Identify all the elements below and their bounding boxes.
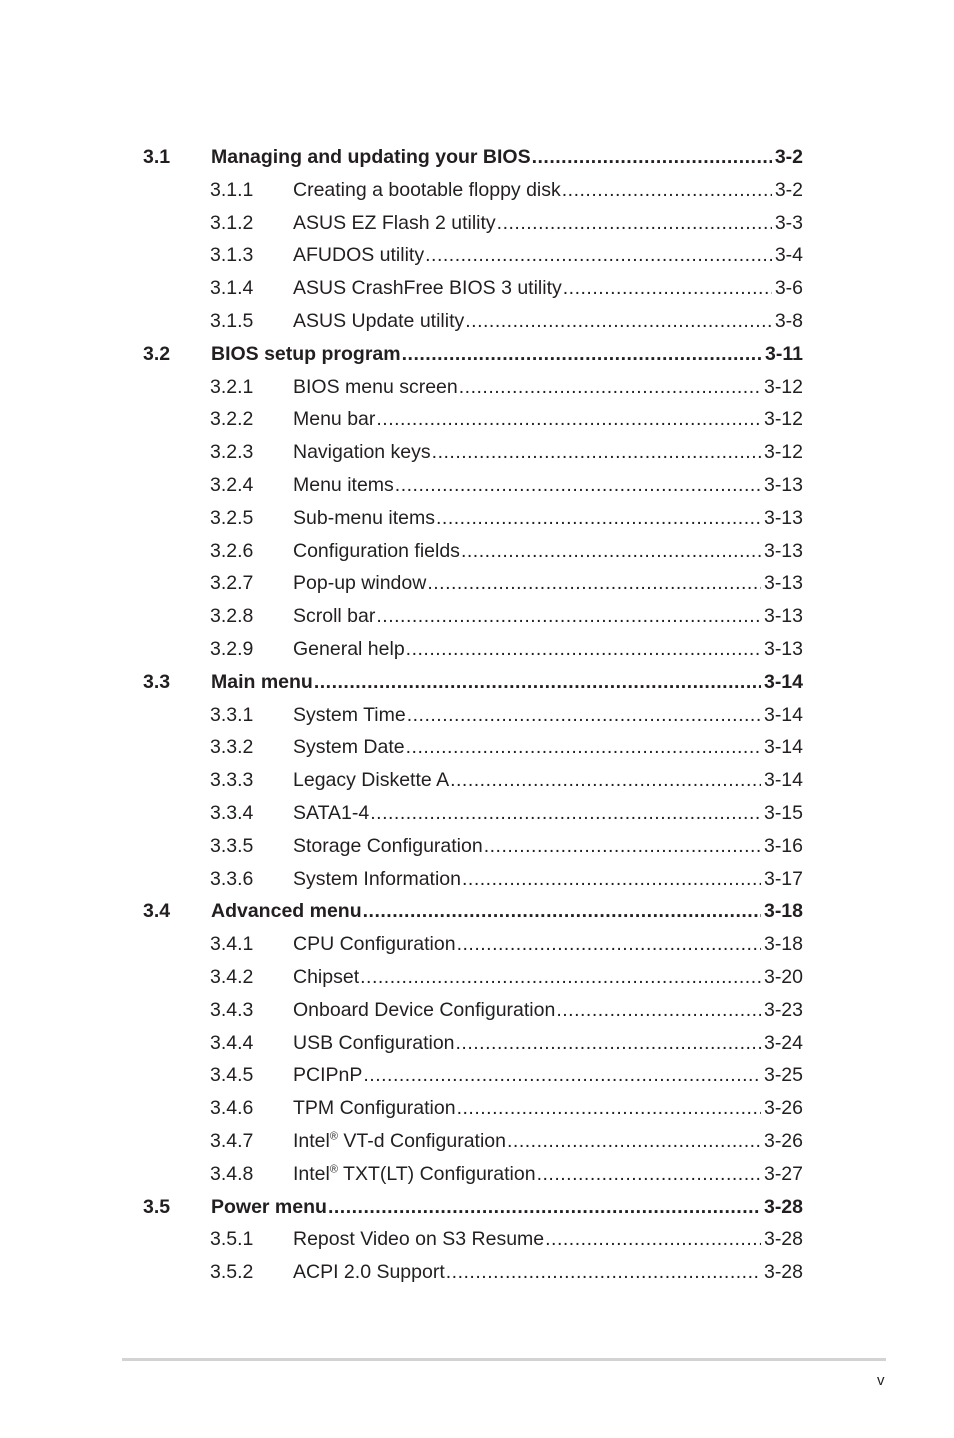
dot-leader: [360, 962, 761, 992]
toc-number: 3.5.2: [210, 1261, 254, 1284]
toc-title-text: BIOS menu screen: [293, 375, 458, 398]
toc-title: [293, 175, 561, 205]
toc-subsection: [0, 1257, 954, 1287]
dot-leader: [562, 175, 772, 205]
toc-subsection: [0, 798, 954, 828]
toc-number: 3.2.1: [210, 375, 254, 398]
dot-leader: [363, 896, 761, 926]
toc-subsection: [0, 240, 954, 270]
toc-number: 3.2.5: [210, 506, 254, 529]
toc-subsection: [0, 175, 954, 205]
toc-title: [293, 1093, 456, 1123]
toc-title-text: Legacy Diskette A: [293, 769, 450, 792]
toc-number: 3.4: [143, 900, 171, 923]
toc-page-number: 3-3: [774, 211, 803, 234]
dot-leader: [376, 404, 761, 434]
toc-title-text: Intel: [293, 1130, 330, 1152]
toc-entry: [293, 831, 803, 861]
toc-subsection: [0, 831, 954, 861]
toc-title-text: Power menu: [211, 1195, 327, 1218]
toc-entry: [293, 568, 803, 598]
toc-title: [293, 1224, 544, 1254]
dot-leader: [465, 306, 772, 336]
toc-title: [293, 798, 369, 828]
toc-page-number: 3-28: [763, 1195, 803, 1218]
toc-page-number: 3-26: [763, 1097, 803, 1120]
toc-entry: [293, 273, 803, 303]
toc-entry: [211, 896, 803, 926]
dot-leader: [406, 732, 761, 762]
toc-title: [293, 240, 424, 270]
dot-leader: [328, 1192, 761, 1222]
toc-title: [293, 470, 394, 500]
toc-page-number: 3-13: [763, 474, 803, 496]
registered-mark: ®: [329, 1130, 338, 1143]
toc-subsection: [0, 995, 954, 1025]
toc-page-number: 3-14: [763, 703, 803, 726]
toc-title-text: Chipset: [293, 966, 360, 988]
toc-entry: [293, 437, 803, 467]
toc-number: 3.4.8: [210, 1162, 254, 1185]
toc-title: [211, 339, 401, 369]
toc-subsection: [0, 634, 954, 664]
toc-title-text: Intel: [293, 1162, 330, 1185]
toc-title-text: TPM Configuration: [293, 1097, 456, 1120]
toc-entry: [293, 1093, 803, 1123]
toc-entry: [293, 601, 803, 631]
toc-title: [293, 601, 375, 631]
toc-number: 3.2.8: [210, 605, 254, 628]
toc-entry: [293, 503, 803, 533]
toc-subsection: [0, 1159, 954, 1189]
toc-page-number: 3-25: [763, 1064, 803, 1087]
dot-leader: [446, 1257, 761, 1287]
toc-page-number: 3-13: [763, 605, 803, 628]
toc-number: 3.1.5: [210, 310, 254, 332]
toc-number: 3.2.7: [210, 572, 254, 595]
toc-section: [0, 1192, 954, 1222]
toc-subsection: [0, 306, 954, 336]
toc-title: [293, 437, 431, 467]
toc-entry: [293, 1060, 803, 1090]
toc-title: [293, 306, 464, 336]
toc-number: 3.4.6: [210, 1097, 254, 1120]
toc-page-number: 3-17: [763, 867, 803, 890]
toc-page-number: 3-15: [763, 802, 803, 824]
dot-leader: [532, 142, 772, 172]
toc-title: [293, 765, 449, 795]
toc-entry: [293, 208, 803, 238]
toc-page-number: 3-14: [763, 670, 803, 693]
toc-subsection: [0, 1028, 954, 1058]
dot-leader: [461, 536, 761, 566]
toc-entry: [293, 1159, 803, 1189]
dot-leader: [456, 1028, 761, 1058]
toc-entry: [293, 732, 803, 762]
toc-entry: [293, 634, 803, 664]
toc-subsection: [0, 1060, 954, 1090]
toc-entry: [293, 306, 803, 336]
toc-subsection: [0, 929, 954, 959]
dot-leader: [563, 273, 772, 303]
toc-title: [293, 503, 435, 533]
toc-number: 3.3.5: [210, 834, 254, 857]
toc-title: [293, 831, 483, 861]
toc-number: 3.4.5: [210, 1064, 254, 1087]
dot-leader: [363, 1060, 761, 1090]
toc-title: [293, 732, 405, 762]
toc-number: 3.3.6: [210, 867, 254, 890]
toc-title: [293, 273, 562, 303]
dot-leader: [450, 765, 761, 795]
toc-page-number: 3-11: [765, 342, 803, 365]
toc-subsection: [0, 1093, 954, 1123]
toc-page-number: 3-13: [763, 572, 803, 595]
toc-page-number: 3-18: [763, 900, 803, 923]
dot-leader: [425, 240, 772, 270]
toc-number: 3.2.4: [210, 474, 254, 496]
toc-title-text: Menu items: [293, 474, 394, 496]
toc-title-text: Advanced menu: [211, 900, 362, 923]
toc-page-number: 3-16: [763, 834, 803, 857]
toc-title-text: Scroll bar: [293, 605, 376, 628]
toc-number: 3.3.2: [210, 736, 254, 759]
toc-number: 3.4.2: [210, 966, 254, 988]
toc-number: 3.3: [143, 670, 171, 693]
toc-page-number: 3-20: [763, 966, 803, 988]
registered-mark: ®: [329, 1163, 338, 1176]
toc-title: [293, 1028, 455, 1058]
toc-title-text: ASUS CrashFree BIOS 3 utility: [293, 277, 562, 300]
toc-title-text: Menu bar: [293, 408, 376, 431]
dot-leader: [376, 601, 761, 631]
dot-leader: [537, 1159, 761, 1189]
toc-section: [0, 142, 954, 172]
toc-title-text: AFUDOS utility: [293, 244, 425, 267]
toc-number: 3.1: [143, 146, 171, 168]
toc-subsection: [0, 470, 954, 500]
toc-subsection: [0, 700, 954, 730]
toc-title: [293, 404, 375, 434]
toc-subsection: [0, 864, 954, 894]
toc-subsection: [0, 404, 954, 434]
toc-section: [0, 896, 954, 926]
toc-entry: [293, 700, 803, 730]
toc-number: 3.3.3: [210, 769, 254, 792]
toc-title: [293, 962, 359, 992]
dot-leader: [507, 1126, 761, 1156]
toc-title: [293, 700, 406, 730]
toc-entry: [293, 240, 803, 270]
toc-title-text: Pop-up window: [293, 572, 427, 595]
toc-title-text: USB Configuration: [293, 1031, 455, 1054]
toc-entry: [211, 1192, 803, 1222]
toc-page-number: 3-12: [763, 375, 803, 398]
toc-number: 3.4.7: [210, 1130, 254, 1152]
toc-number: 3.1.2: [210, 211, 254, 234]
toc-entry: [293, 1224, 803, 1254]
toc-subsection: [0, 601, 954, 631]
toc-page-number: 3-13: [763, 539, 803, 562]
toc-title-text: Navigation keys: [293, 441, 431, 464]
toc-title-text: General help: [293, 638, 405, 660]
toc-entry: [293, 1126, 803, 1156]
toc-page-number: 3-26: [763, 1130, 803, 1152]
dot-leader: [459, 372, 761, 402]
toc-title-text: System Time: [293, 703, 406, 726]
toc-title: [211, 667, 313, 697]
toc-subsection: [0, 568, 954, 598]
toc-entry: [293, 864, 803, 894]
toc-number: 3.5: [143, 1195, 171, 1218]
toc-entry: [293, 929, 803, 959]
toc-page-number: 3-8: [774, 310, 803, 332]
toc-page-number: 3-14: [763, 769, 803, 792]
toc-entry: [293, 765, 803, 795]
toc-subsection: [0, 765, 954, 795]
toc-title: [293, 372, 458, 402]
toc-title-text: Main menu: [211, 670, 313, 693]
toc-subsection: [0, 1224, 954, 1254]
toc-number: 3.5.1: [210, 1228, 254, 1251]
toc-title-text: ASUS Update utility: [293, 310, 465, 332]
toc-section: [0, 667, 954, 697]
toc-title: [293, 1159, 536, 1189]
toc-number: 3.2.2: [210, 408, 254, 431]
toc-entry: [293, 536, 803, 566]
toc-title: [293, 1126, 506, 1156]
toc-title: [293, 929, 456, 959]
toc-title: [293, 634, 405, 664]
toc-subsection: [0, 732, 954, 762]
toc-number: 3.1.1: [210, 178, 254, 201]
toc-title-text: Storage Configuration: [293, 834, 483, 857]
toc-number: 3.1.3: [210, 244, 254, 267]
toc-title-rest: TXT(LT) Configuration: [337, 1162, 536, 1185]
toc-title-text: BIOS setup program: [211, 342, 401, 365]
toc-page-number: 3-4: [774, 244, 803, 267]
dot-leader: [406, 634, 761, 664]
toc-title: [293, 995, 555, 1025]
dot-leader: [436, 503, 761, 533]
toc-title-text: System Information: [293, 867, 461, 890]
toc-entry: [293, 404, 803, 434]
toc-title-text: ACPI 2.0 Support: [293, 1261, 445, 1284]
toc-entry: [211, 142, 803, 172]
dot-leader: [402, 339, 762, 369]
toc-page-number: 3-28: [763, 1261, 803, 1284]
dot-leader: [427, 568, 761, 598]
toc-title-text: SATA1-4: [293, 802, 370, 824]
dot-leader: [497, 208, 772, 238]
dot-leader: [314, 667, 761, 697]
toc-number: 3.4.1: [210, 933, 254, 956]
toc-page-number: 3-12: [763, 408, 803, 431]
toc-title: [293, 1060, 362, 1090]
dot-leader: [432, 437, 761, 467]
toc-title: [293, 568, 426, 598]
toc-subsection: [0, 536, 954, 566]
toc-page-number: 3-14: [763, 736, 803, 759]
toc-subsection: [0, 372, 954, 402]
dot-leader: [545, 1224, 761, 1254]
toc-number: 3.4.4: [210, 1031, 254, 1054]
toc-section: [0, 339, 954, 369]
toc-title-text: Sub-menu items: [293, 506, 435, 529]
toc-entry: [211, 667, 803, 697]
toc-title: [293, 536, 460, 566]
toc-title: [293, 1257, 445, 1287]
toc-title: [293, 208, 496, 238]
toc-page-number: 3-18: [763, 933, 803, 956]
toc-number: 3.2: [143, 342, 171, 365]
toc-page-number: 3-27: [763, 1162, 803, 1185]
dot-leader: [556, 995, 761, 1025]
toc-subsection: [0, 503, 954, 533]
toc-page-number: 3-23: [763, 998, 803, 1021]
toc-subsection: [0, 208, 954, 238]
page-number: v: [877, 1372, 885, 1389]
toc-title-rest: VT-d Configuration: [337, 1130, 506, 1152]
dot-leader: [395, 470, 761, 500]
toc-entry: [293, 1028, 803, 1058]
toc-title-text: Repost Video on S3 Resume: [293, 1228, 545, 1251]
toc-entry: [293, 962, 803, 992]
toc-entry: [293, 175, 803, 205]
toc-number: 3.3.1: [210, 703, 254, 726]
toc-title-text: Managing and updating your BIOS: [211, 146, 531, 168]
dot-leader: [462, 864, 761, 894]
toc-subsection: [0, 437, 954, 467]
dot-leader: [457, 1093, 761, 1123]
toc-number: 3.2.9: [210, 638, 254, 660]
toc-entry: [293, 372, 803, 402]
toc-page-number: 3-28: [763, 1228, 803, 1251]
toc-title-text: CPU Configuration: [293, 933, 456, 956]
toc-subsection: [0, 962, 954, 992]
toc-title: [211, 1192, 327, 1222]
toc-page-number: 3-13: [763, 638, 803, 660]
dot-leader: [484, 831, 761, 861]
toc-title: [211, 896, 362, 926]
toc-title: [293, 864, 461, 894]
toc-entry: [293, 995, 803, 1025]
toc-page-number: 3-24: [763, 1031, 803, 1054]
toc-number: 3.2.6: [210, 539, 254, 562]
toc-number: 3.4.3: [210, 998, 254, 1021]
toc-title-text: System Date: [293, 736, 405, 759]
toc-entry: [293, 798, 803, 828]
toc-subsection: [0, 273, 954, 303]
toc-title-text: Onboard Device Configuration: [293, 998, 556, 1021]
toc-title-text: Creating a bootable floppy disk: [293, 178, 561, 201]
toc-page-number: 3-2: [774, 146, 803, 168]
toc-entry: [211, 339, 803, 369]
toc-number: 3.2.3: [210, 441, 254, 464]
toc-title-text: ASUS EZ Flash 2 utility: [293, 211, 496, 234]
toc-page-number: 3-12: [763, 441, 803, 464]
dot-leader: [407, 700, 761, 730]
toc-subsection: [0, 1126, 954, 1156]
toc-entry: [293, 1257, 803, 1287]
footer-rule: [122, 1358, 886, 1361]
toc-number: 3.3.4: [210, 802, 254, 824]
toc-title-text: Configuration fields: [293, 539, 460, 562]
dot-leader: [370, 798, 761, 828]
toc-title: [211, 142, 531, 172]
toc-entry: [293, 470, 803, 500]
toc-page-number: 3-2: [774, 178, 803, 201]
toc-page-number: 3-13: [763, 506, 803, 529]
toc-title-text: PCIPnP: [293, 1064, 363, 1087]
toc-page-number: 3-6: [774, 277, 803, 300]
dot-leader: [457, 929, 761, 959]
toc-number: 3.1.4: [210, 277, 254, 300]
